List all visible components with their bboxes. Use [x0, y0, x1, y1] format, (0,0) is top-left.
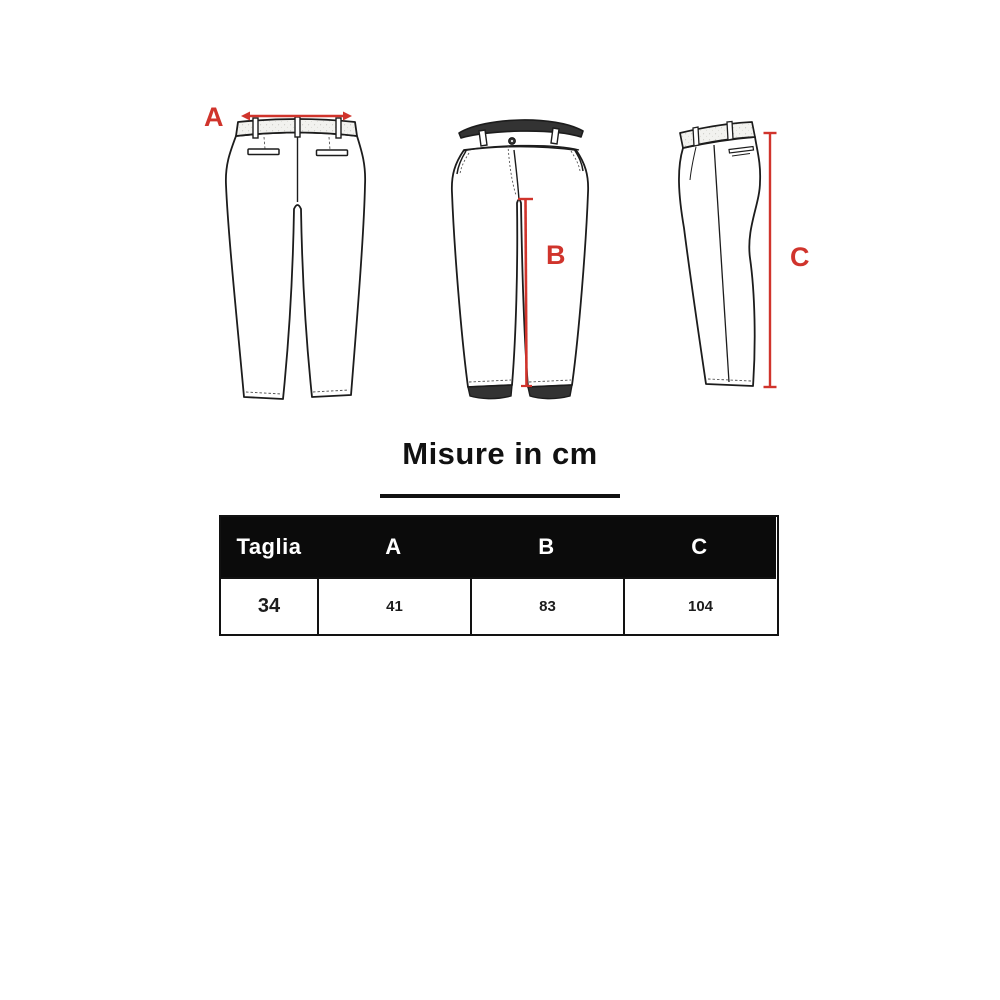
belt-loop — [693, 127, 699, 146]
size-table-header-b: B — [470, 517, 623, 577]
title-underline — [380, 494, 620, 498]
size-table-cell-taglia: 34 — [221, 577, 317, 634]
pants-front-view-diagram — [440, 105, 610, 405]
back-pocket — [317, 150, 348, 156]
back-pocket — [248, 149, 279, 155]
measurement-label-b: B — [546, 240, 566, 270]
size-table-cell-b: 83 — [470, 577, 623, 634]
page-title: Misure in cm — [402, 436, 598, 471]
size-table-header-c: C — [623, 517, 776, 577]
belt-loop — [295, 117, 300, 137]
measurement-label-c: C — [790, 242, 810, 272]
belt-loop — [336, 118, 341, 138]
measurement-line-c — [764, 133, 777, 387]
size-table-header-taglia: Taglia — [221, 517, 317, 577]
size-table-header-a: A — [317, 517, 470, 577]
belt-loop — [253, 118, 258, 138]
size-table — [219, 515, 779, 636]
belt-loop — [727, 122, 733, 141]
belt-loop — [551, 128, 559, 144]
pants-side-view-diagram — [660, 108, 800, 398]
size-table-cell-c: 104 — [623, 577, 776, 634]
size-table-cell-a: 41 — [317, 577, 470, 634]
measurement-label-a: A — [204, 102, 224, 132]
belt-loop — [479, 130, 487, 146]
pants-back-view-diagram — [204, 102, 375, 405]
